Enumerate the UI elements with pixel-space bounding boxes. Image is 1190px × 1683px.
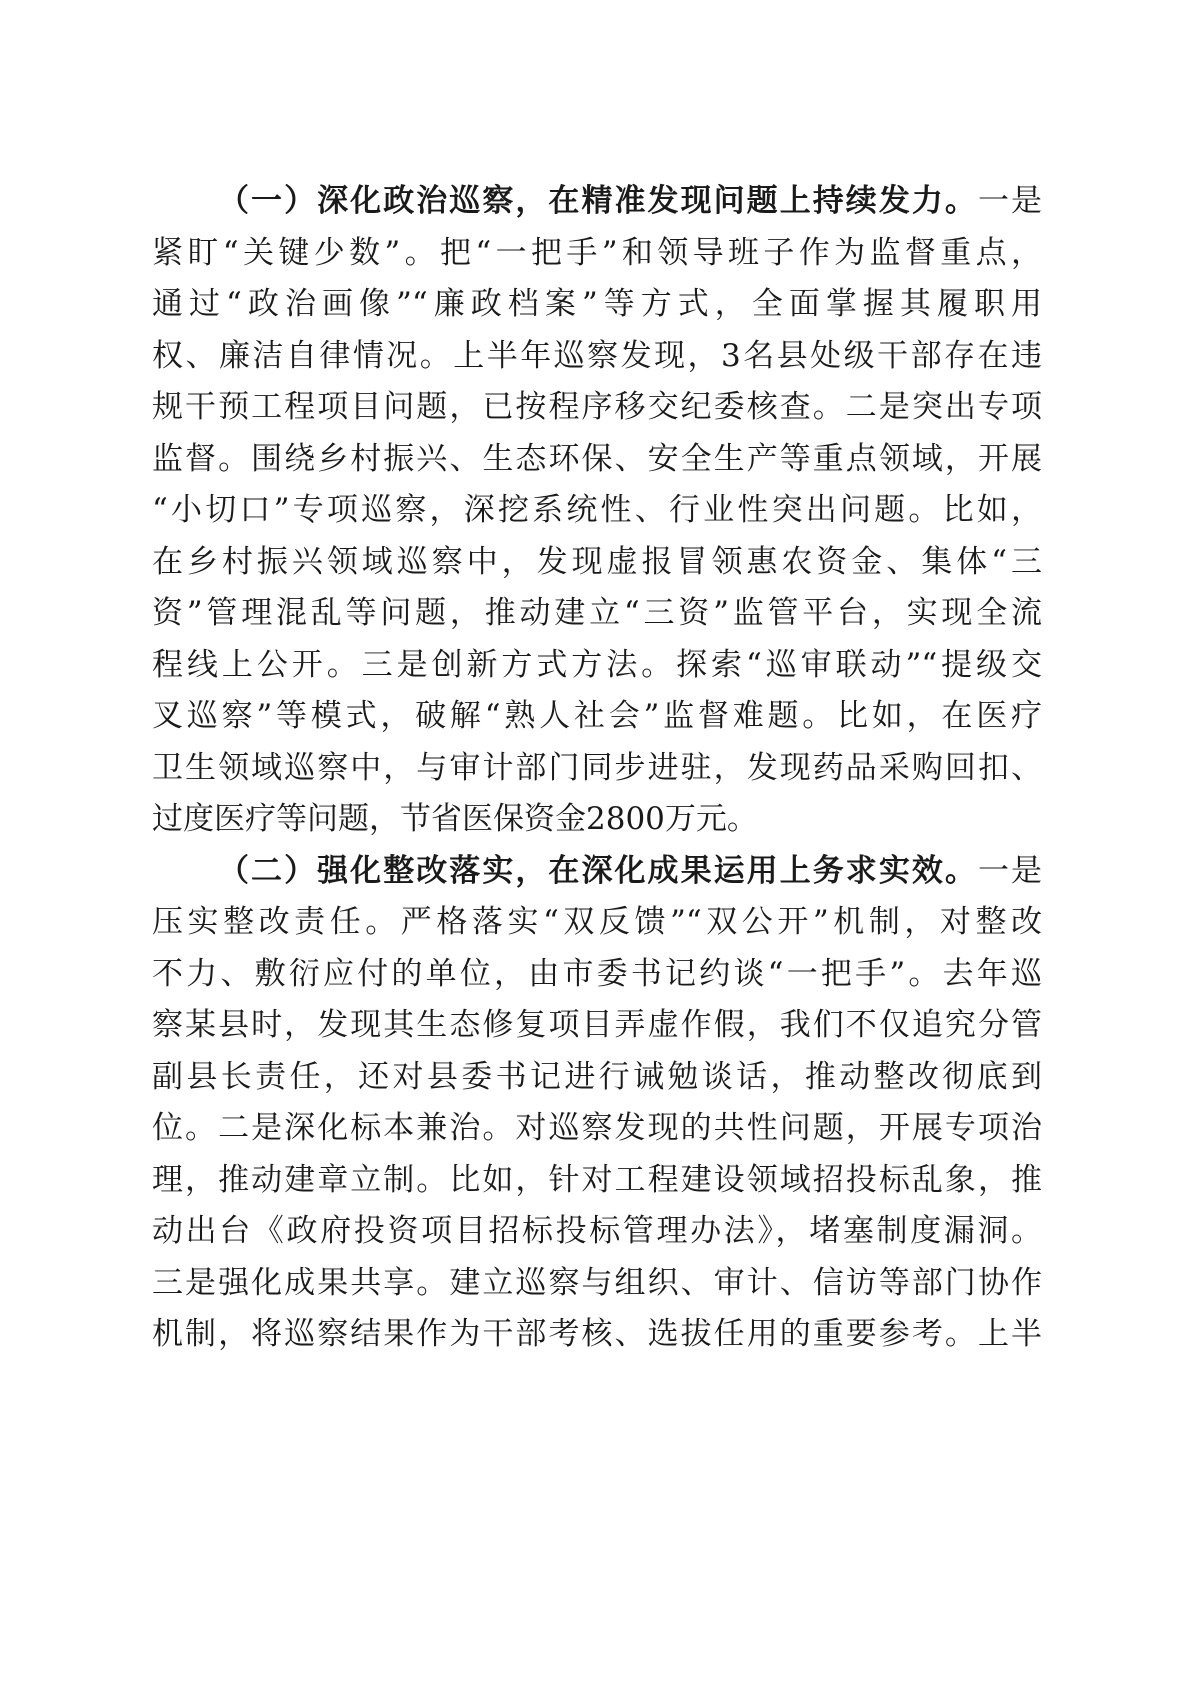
- paragraph-text: 一是: [977, 183, 1042, 219]
- paragraph-2: [152, 846, 1042, 1361]
- text-line: 规干预工程项目问题，已按程序移交纪委核查。二是突出专项: [152, 389, 1042, 425]
- text-line: 动出台《政府投资项目招标投标管理办法》，堵塞制度漏洞。: [152, 1213, 1042, 1249]
- text-line: 机制，将巡察结果作为干部考核、选拔任用的重要参考。上半: [152, 1316, 1042, 1352]
- paragraph-first-line: [152, 176, 1042, 228]
- text-line: 压实整改责任。严格落实“双反馈”“双公开”机制，对整改: [152, 904, 1042, 940]
- text-line: 叉巡察”等模式，破解“熟人社会”监督难题。比如，在医疗: [152, 698, 1042, 734]
- text-line: 程线上公开。三是创新方式方法。探索“巡审联动”“提级交: [152, 646, 1042, 683]
- paragraph-1: [152, 176, 1042, 846]
- text-line: 理，推动建章立制。比如，针对工程建设领域招投标乱象，推: [152, 1161, 1042, 1198]
- text-line: 三是强化成果共享。建立巡察与组织、审计、信访等部门协作: [152, 1264, 1042, 1301]
- paragraph-text: 一是: [977, 852, 1042, 889]
- text-line: 卫生领域巡察中，与审计部门同步进驻，发现药品采购回扣、: [152, 749, 1042, 786]
- text-line: 监督。围绕乡村振兴、生态环保、安全生产等重点领域，开展: [152, 440, 1042, 477]
- text-line: 位。二是深化标本兼治。对巡察发现的共性问题，开展专项治: [152, 1110, 1042, 1146]
- paragraph-heading: （二）强化整改落实，在深化成果运用上务求实效。: [218, 852, 978, 889]
- text-line: “小切口”专项巡察，深挖系统性、行业性突出问题。比如，: [152, 492, 1042, 528]
- document-page: [152, 176, 1042, 1361]
- text-line-last: 过度医疗等问题，节省医保资金2800万元。: [152, 801, 758, 837]
- text-line: 察某县时，发现其生态修复项目弄虚作假，我们不仅追究分管: [152, 1007, 1042, 1043]
- text-line: 副县长责任，还对县委书记进行诫勉谈话，推动整改彻底到: [152, 1058, 1042, 1095]
- paragraph-first-line: [152, 846, 1042, 898]
- text-line: 通过“政治画像”“廉政档案”等方式，全面掌握其履职用: [152, 286, 1042, 322]
- text-line: 权、廉洁自律情况。上半年巡察发现，3名县处级干部存在违: [152, 337, 1042, 374]
- text-line: 不力、敷衍应付的单位，由市委书记约谈“一把手”。去年巡: [152, 955, 1042, 992]
- paragraph-heading: （一）深化政治巡察，在精准发现问题上持续发力。: [218, 183, 978, 219]
- text-line: 紧盯“关键少数”。把“一把手”和领导班子作为监督重点，: [152, 234, 1042, 271]
- text-line: 在乡村振兴领域巡察中，发现虚报冒领惠农资金、集体“三: [152, 543, 1042, 580]
- text-line: 资”管理混乱等问题，推动建立“三资”监管平台，实现全流: [152, 595, 1042, 631]
